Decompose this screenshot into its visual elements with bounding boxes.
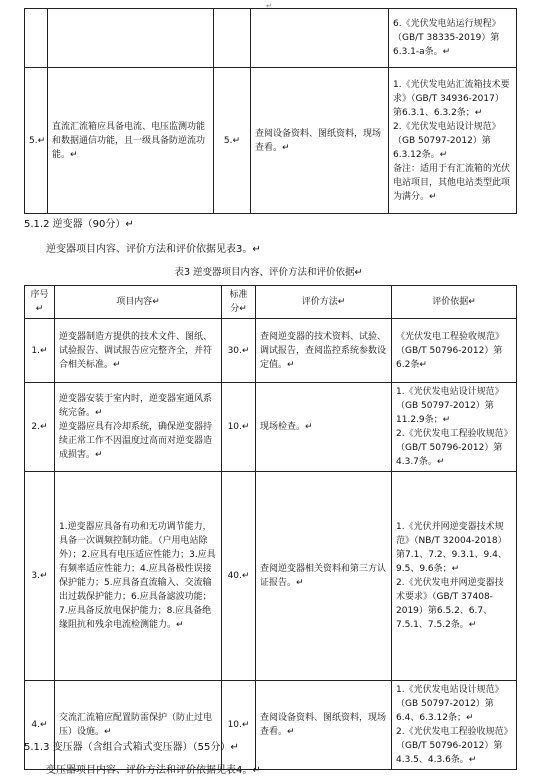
header-method: 评价方法↵	[256, 286, 392, 319]
row-number	[25, 9, 48, 68]
table-row	[25, 319, 517, 383]
item-content: 直流汇流箱应具备电流、电压监测功能和数据通信功能，且一级具备防逆流功能。↵	[48, 68, 214, 214]
table-row	[25, 472, 517, 681]
evaluation-method: 查阅设备资料、图纸资料，现场查看。↵	[251, 68, 389, 214]
table-row	[25, 383, 517, 472]
standard-score: 10.↵	[222, 681, 256, 770]
evaluation-method: 现场检查。↵	[256, 383, 392, 472]
table-caption: 表3 逆变器项目内容、评价方法和评价依据↵	[174, 267, 363, 278]
evaluation-basis: 《光伏发电工程验收规范》（GB/T 50796-2012）第6.2条↵	[392, 319, 517, 383]
row-number: 2.↵	[25, 383, 55, 472]
header-basis: 评价依据↵	[392, 286, 517, 319]
row-number: 1.↵	[25, 319, 55, 383]
item-content: 逆变器制造方提供的技术文件、图纸、试验报告、调试报告应完整齐全，并符合相关标准。↵	[55, 319, 222, 383]
item-content: 1.逆变器应具备有功和无功调节能力，具备一次调频控制功能。（户用电站除外）；2.应具有电压适应性能力；3.应具有频率适应性能力；4.应具备极性误接保护能力；5.应具备直流输入、交流输出过载保护能力；6.应具备滤波功能；7.应具备反放电保护能力；8.应具备绝缘阻抗和残余电流检测能力。↵	[55, 472, 222, 681]
item-content	[48, 9, 214, 68]
evaluation-basis: 1.《光伏发电站设计规范》（GB 50797-2012）第6.4、6.3.12条；↵ 2.《光伏发电工程验收规范》（GB/T 50796-2012）第4.3.5、4.3.6条。↵	[392, 681, 517, 770]
combiner-box-table	[24, 8, 517, 214]
table-row	[25, 9, 517, 68]
row-number: 3.↵	[25, 472, 55, 681]
row-number: 5.↵	[25, 68, 48, 214]
evaluation-method: 查阅设备资料、图纸资料，现场查看。↵	[256, 681, 392, 770]
item-content: 逆变器安装于室内时，逆变器室通风系统完备。↵ 逆变器应具有冷却系统，确保逆变器持续正常工作不因温度过高而对逆变器造成损害。↵	[55, 383, 222, 472]
section-heading-inverter: 5.1.2 逆变器（90分）↵	[24, 219, 134, 230]
evaluation-basis: 1.《光伏发电站设计规范》（GB 50797-2012）第11.2.9条；↵ 2.《光伏发电工程验收规范》（GB/T 50796-2012）第4.3.7条。↵	[392, 383, 517, 472]
evaluation-method: 查阅逆变器的技术资料、试验、调试报告，查阅监控系统参数设定值。↵	[256, 319, 392, 383]
header-no: 序号↵	[25, 286, 55, 319]
evaluation-basis: 1.《光伏发电站汇流箱技术要求》（GB/T 34936-2017）第6.3.1、6.3.2条；↵ 2.《光伏发电站设计规范》（GB 50797-2012）第6.3.12条。↵ 备注：适用于有汇流箱的光伏电站项目，其他电站类型此项为满分。↵	[389, 68, 517, 214]
standard-score: 40.↵	[222, 472, 256, 681]
evaluation-method	[251, 9, 389, 68]
section-intro-transformer: 变压器项目内容、评价方法和评价依据见表4。↵	[46, 765, 261, 776]
item-content: 交流汇流箱应配置防雷保护（防止过电压）设施。↵	[55, 681, 222, 770]
standard-score: 5.↵	[214, 68, 251, 214]
table-row	[25, 68, 517, 214]
row-number: 4.↵	[25, 681, 55, 770]
evaluation-method: 查阅逆变器相关资料和第三方认证报告。↵	[256, 472, 392, 681]
header-score: 标准分↵	[222, 286, 256, 319]
inverter-table	[24, 285, 517, 770]
section-heading-transformer: 5.1.3 变压器（含组合式箱式变压器）（55分）↵	[24, 742, 239, 753]
evaluation-basis: 6.《光伏发电站运行规程》（GB/T 38335-2019）第6.3.1-a条。↵	[389, 9, 517, 68]
section-intro-inverter: 逆变器项目内容、评价方法和评价依据见表3。↵	[46, 244, 261, 255]
header-item: 项目内容↵	[55, 286, 222, 319]
standard-score: 10.↵	[222, 383, 256, 472]
table-row	[25, 681, 517, 770]
page-top-mark: ↵	[266, 2, 272, 10]
standard-score: 30.↵	[222, 319, 256, 383]
standard-score	[214, 9, 251, 68]
table-header-row	[25, 286, 517, 319]
evaluation-basis: 1.《光伏并网逆变器技术规范》（NB/T 32004-2018）第7.1、7.2、9.3.1、9.4、9.5、9.6条；↵ 2.《光伏发电并网逆变器技术要求》（GB/T 37408-2019）第6.5.2、6.7、7.5.1、7.5.2条。↵	[392, 472, 517, 681]
